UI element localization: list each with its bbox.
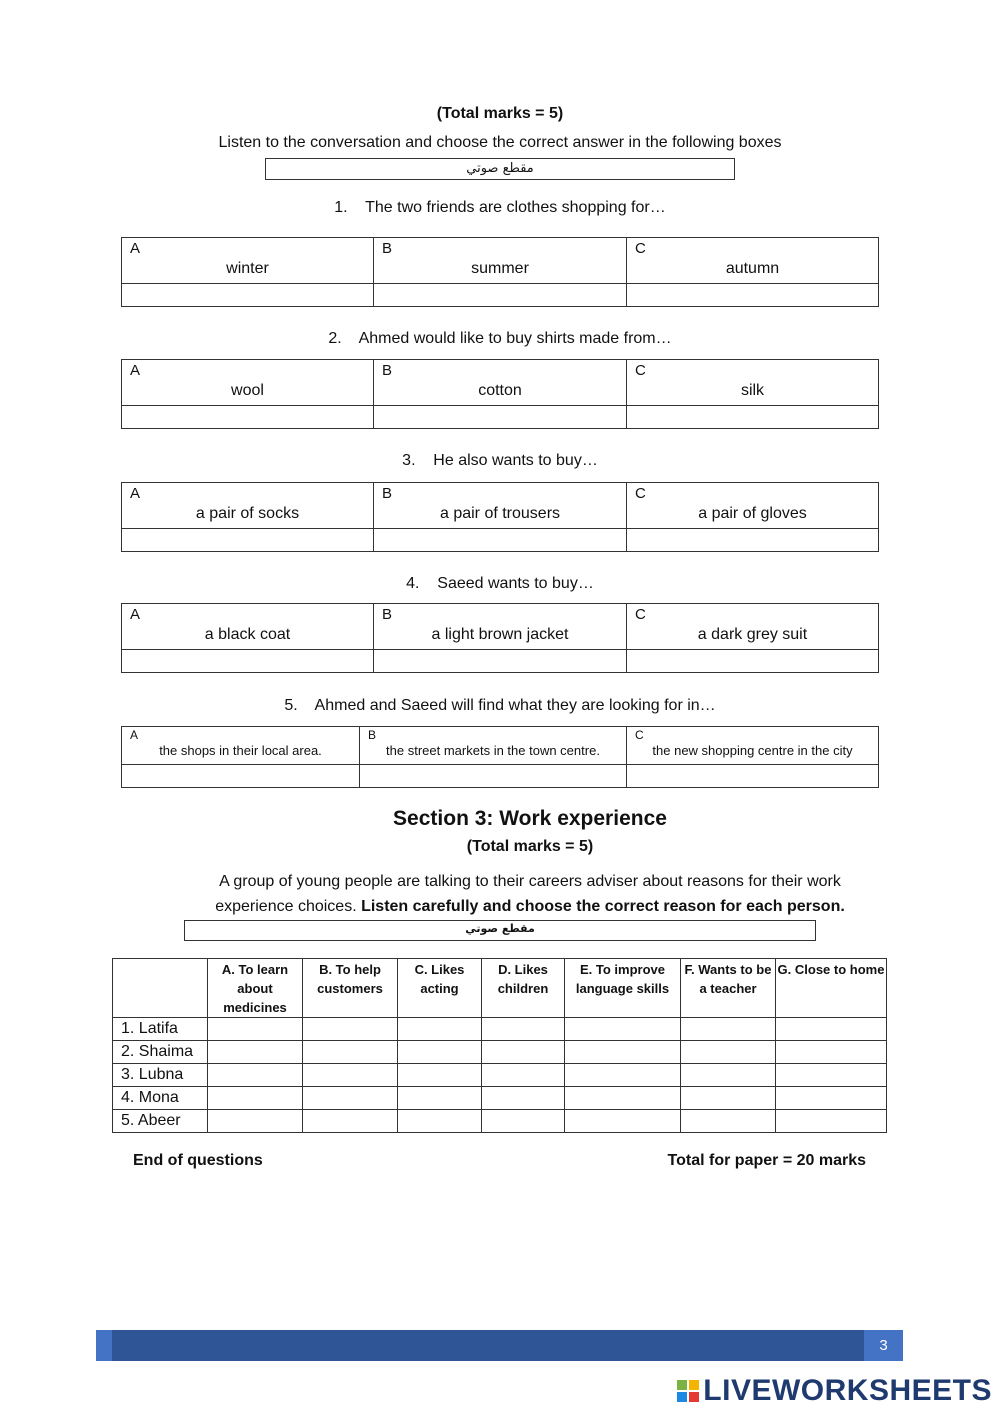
q3-option-b: B a pair of trousers: [374, 483, 627, 529]
work-experience-grid: [112, 958, 887, 1133]
q4-answer-b[interactable]: [374, 650, 627, 673]
answer-cell[interactable]: [398, 1064, 482, 1087]
answer-cell[interactable]: [681, 1041, 776, 1064]
q5-option-c: C the new shopping centre in the city: [627, 727, 879, 765]
answer-cell[interactable]: [565, 1110, 681, 1133]
answer-cell[interactable]: [681, 1018, 776, 1041]
footer-bar: [96, 1330, 903, 1361]
q4-option-a: A a black coat: [122, 604, 374, 650]
end-of-questions: End of questions: [133, 1152, 263, 1169]
q1-answer-c[interactable]: [627, 284, 879, 307]
q4-answer-a[interactable]: [122, 650, 374, 673]
answer-cell[interactable]: [565, 1041, 681, 1064]
answer-cell[interactable]: [565, 1064, 681, 1087]
answer-cell[interactable]: [398, 1041, 482, 1064]
question-4-text: 4. Saeed wants to buy…: [406, 575, 594, 592]
q2-option-a: A wool: [122, 360, 374, 406]
answer-cell[interactable]: [303, 1018, 398, 1041]
liveworksheets-logo-icon: [677, 1380, 699, 1402]
person-name: 3. Lubna: [113, 1064, 208, 1087]
question-5-options: [121, 726, 879, 788]
column-header-f: F. Wants to be a teacher: [681, 959, 776, 1018]
answer-cell[interactable]: [398, 1018, 482, 1041]
q1-answer-b[interactable]: [374, 284, 627, 307]
q4-option-b: B a light brown jacket: [374, 604, 627, 650]
section3-intro-bold: Listen carefully and choose the correct reason for each person.: [361, 898, 845, 915]
question-5-text: 5. Ahmed and Saeed will find what they are looking for in…: [284, 697, 716, 714]
answer-cell[interactable]: [565, 1087, 681, 1110]
person-name: 1. Latifa: [113, 1018, 208, 1041]
section2-total-marks: (Total marks = 5): [436, 105, 564, 122]
answer-cell[interactable]: [208, 1064, 303, 1087]
q3-option-c: C a pair of gloves: [627, 483, 879, 529]
answer-cell[interactable]: [303, 1110, 398, 1133]
table-row: [113, 1064, 887, 1087]
q3-option-a: A a pair of socks: [122, 483, 374, 529]
answer-cell[interactable]: [208, 1087, 303, 1110]
footer-bar-edge: [96, 1330, 112, 1361]
answer-cell[interactable]: [398, 1087, 482, 1110]
table-row: [113, 1041, 887, 1064]
liveworksheets-brand: [677, 1374, 992, 1408]
grid-corner: [113, 959, 208, 1018]
q5-answer-c[interactable]: [627, 765, 879, 788]
q4-answer-c[interactable]: [627, 650, 879, 673]
q5-option-b: B the street markets in the town centre.: [360, 727, 627, 765]
column-header-e: E. To improve language skills: [565, 959, 681, 1018]
q1-option-b: B summer: [374, 238, 627, 284]
q2-option-b: B cotton: [374, 360, 627, 406]
q1-option-c: C autumn: [627, 238, 879, 284]
section3-intro-plain: experience choices.: [215, 898, 362, 915]
answer-cell[interactable]: [681, 1064, 776, 1087]
answer-cell[interactable]: [208, 1041, 303, 1064]
answer-cell[interactable]: [303, 1087, 398, 1110]
q3-answer-a[interactable]: [122, 529, 374, 552]
question-2-text: 2. Ahmed would like to buy shirts made from…: [328, 330, 672, 347]
person-name: 5. Abeer: [113, 1110, 208, 1133]
answer-cell[interactable]: [398, 1110, 482, 1133]
answer-cell[interactable]: [208, 1110, 303, 1133]
column-header-b: B. To help customers: [303, 959, 398, 1018]
answer-cell[interactable]: [303, 1041, 398, 1064]
column-header-d: D. Likes children: [482, 959, 565, 1018]
answer-cell[interactable]: [681, 1087, 776, 1110]
q3-answer-b[interactable]: [374, 529, 627, 552]
question-3-options: [121, 482, 879, 552]
table-row: [113, 1087, 887, 1110]
q2-option-c: C silk: [627, 360, 879, 406]
answer-cell[interactable]: [303, 1064, 398, 1087]
answer-cell[interactable]: [776, 1087, 887, 1110]
q2-answer-b[interactable]: [374, 406, 627, 429]
answer-cell[interactable]: [776, 1110, 887, 1133]
answer-cell[interactable]: [776, 1041, 887, 1064]
q5-answer-a[interactable]: [122, 765, 360, 788]
audio-clip-section2[interactable]: مقطع صوتي: [265, 158, 735, 180]
q1-option-a: A winter: [122, 238, 374, 284]
q5-answer-b[interactable]: [360, 765, 627, 788]
question-1-options: [121, 237, 879, 307]
person-name: 4. Mona: [113, 1087, 208, 1110]
section2-instruction: Listen to the conversation and choose the correct answer in the following boxes: [218, 134, 782, 151]
q5-option-a: A the shops in their local area.: [122, 727, 360, 765]
brand-name: LIVEWORKSHEETS: [703, 1374, 992, 1407]
table-row: [113, 1018, 887, 1041]
answer-cell[interactable]: [482, 1064, 565, 1087]
section3-intro-line1: A group of young people are talking to their careers adviser about reasons for their work: [219, 873, 841, 890]
answer-cell[interactable]: [681, 1110, 776, 1133]
answer-cell[interactable]: [482, 1018, 565, 1041]
answer-cell[interactable]: [482, 1041, 565, 1064]
answer-cell[interactable]: [776, 1064, 887, 1087]
column-header-a: A. To learn about medicines: [208, 959, 303, 1018]
section3-total-marks: (Total marks = 5): [466, 838, 594, 855]
q2-answer-a[interactable]: [122, 406, 374, 429]
answer-cell[interactable]: [208, 1018, 303, 1041]
answer-cell[interactable]: [565, 1018, 681, 1041]
question-1-text: 1. The two friends are clothes shopping for…: [334, 199, 666, 216]
column-header-c: C. Likes acting: [398, 959, 482, 1018]
person-name: 2. Shaima: [113, 1041, 208, 1064]
answer-cell[interactable]: [776, 1018, 887, 1041]
answer-cell[interactable]: [482, 1110, 565, 1133]
q4-option-c: C a dark grey suit: [627, 604, 879, 650]
section3-intro-line2: [30, 898, 1000, 916]
audio-clip-section3[interactable]: مقطع صوتي: [184, 920, 816, 941]
question-4-options: [121, 603, 879, 673]
total-for-paper: Total for paper = 20 marks: [667, 1152, 866, 1169]
answer-cell[interactable]: [482, 1087, 565, 1110]
column-header-g: G. Close to home: [776, 959, 887, 1018]
table-row: [113, 1110, 887, 1133]
page-number: 3: [864, 1330, 903, 1361]
section3-title: Section 3: Work experience: [393, 807, 667, 830]
q1-answer-a[interactable]: [122, 284, 374, 307]
q2-answer-c[interactable]: [627, 406, 879, 429]
question-3-text: 3. He also wants to buy…: [402, 452, 598, 469]
question-2-options: [121, 359, 879, 429]
q3-answer-c[interactable]: [627, 529, 879, 552]
